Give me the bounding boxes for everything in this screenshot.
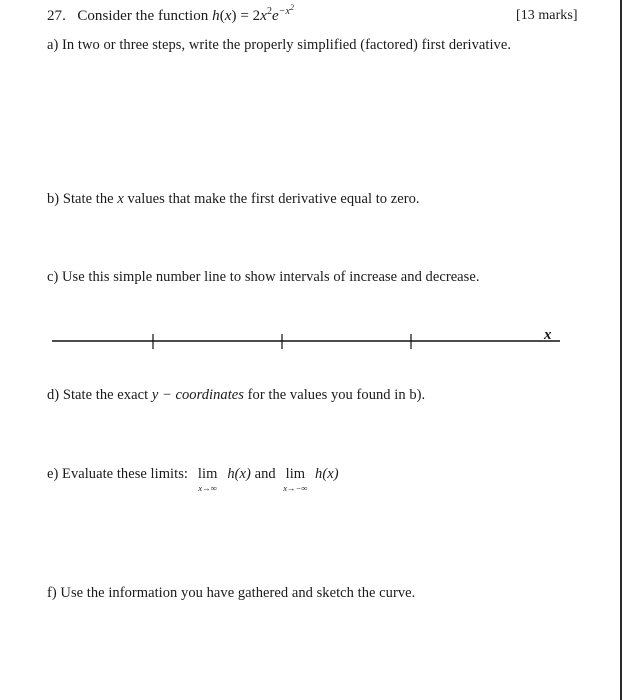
limit-func-2: h(x) [315, 466, 339, 482]
marks-label: [13 marks] [516, 8, 578, 23]
part-d-math: y − coordinates [151, 387, 244, 403]
equals-sign: = [240, 8, 249, 24]
limit-sub-neg: x→−∞ [283, 483, 308, 493]
function-arg: x [224, 8, 232, 24]
part-d-before: d) State the exact [47, 387, 152, 403]
question-intro: Consider the function [77, 8, 209, 24]
question-number: 27. [47, 8, 66, 24]
number-line-label: x [544, 327, 552, 343]
part-b-var: x [117, 191, 124, 207]
exp-base: e [272, 8, 279, 24]
part-d-after: for the values you found in b). [243, 387, 426, 403]
limit-pos-inf [192, 466, 224, 493]
part-c-text: c) Use this simple number line to show intervals of increase and decrease. [47, 269, 480, 285]
variable: x [260, 8, 267, 24]
lim-label: lim [285, 466, 306, 482]
function-name: h [212, 8, 220, 24]
neg-exponent: −x [278, 6, 291, 17]
limit-sub-pos: x→∞ [198, 483, 217, 493]
part-b-before: b) State the [47, 191, 118, 207]
lim-label: lim [197, 466, 218, 482]
part-f-text: f) Use the information you have gathered and sketch the curve. [47, 585, 416, 601]
coefficient: 2 [252, 8, 261, 24]
part-e-text [47, 466, 339, 493]
part-b-after: values that make the first derivative equal to zero. [123, 191, 420, 207]
neg-exponent-power: 2 [290, 3, 295, 12]
part-d-text [47, 387, 425, 404]
part-a-text: a) In two or three steps, write the properly simplified (factored) first derivative. [47, 37, 512, 53]
question-header: 27. Consider the function $h(x) = 2x^2e^{-x^2}$ [47, 3, 295, 24]
variable-power: 2 [266, 6, 273, 17]
and-word: and [254, 466, 276, 482]
limit-func-1: h(x) [227, 466, 251, 482]
part-e-before: e) Evaluate these limits: [47, 466, 188, 482]
limit-neg-inf [279, 466, 311, 493]
